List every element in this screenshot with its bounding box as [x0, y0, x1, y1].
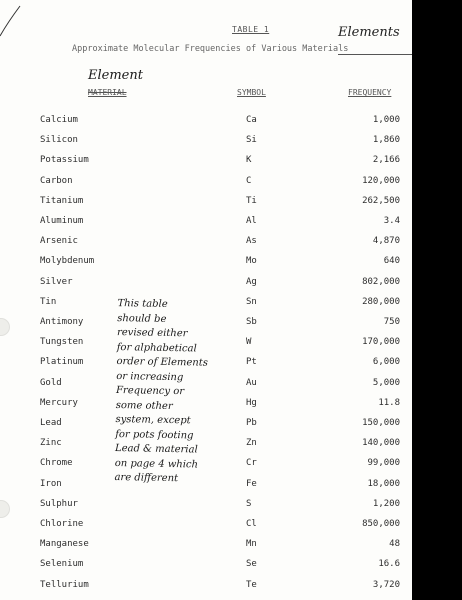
- table-row: [0, 115, 412, 135]
- symbol-cell: Fe: [246, 478, 257, 489]
- material-cell: Carbon: [40, 175, 73, 186]
- symbol-cell: W: [246, 337, 252, 348]
- frequency-cell: 18,000: [367, 478, 400, 489]
- symbol-cell: Al: [246, 216, 257, 226]
- material-cell: Silver: [40, 276, 73, 287]
- symbol-cell: Sn: [246, 296, 257, 307]
- frequency-cell: 48: [389, 539, 400, 550]
- material-cell: Antimony: [40, 317, 84, 327]
- material-cell: Mercury: [40, 397, 78, 408]
- note-line: for pots footing: [115, 428, 194, 441]
- material-cell: Gold: [40, 377, 62, 388]
- material-cell: Platinum: [40, 357, 84, 368]
- symbol-cell: Pb: [246, 418, 257, 428]
- frequency-cell: 2,166: [372, 155, 400, 166]
- note-line: are different: [114, 472, 179, 485]
- frequency-cell: 16.6: [378, 559, 400, 570]
- frequency-cell: 170,000: [362, 337, 400, 348]
- note-line: or increasing: [116, 370, 184, 383]
- table-row: [0, 155, 412, 175]
- frequency-cell: 99,000: [367, 458, 400, 469]
- material-cell: Chlorine: [40, 519, 84, 529]
- frequency-cell: 3,720: [372, 579, 400, 590]
- material-cell: Aluminum: [40, 216, 84, 226]
- table-subtitle: Approximate Molecular Frequencies of Various Materials: [72, 44, 349, 54]
- note-line: Lead & material: [114, 443, 198, 456]
- column-header-frequency: FREQUENCY: [348, 88, 392, 97]
- material-cell: Tungsten: [40, 337, 84, 348]
- handwritten-elements-annotation: Elements: [338, 25, 400, 40]
- frequency-cell: 640: [383, 256, 400, 267]
- note-line: on page 4 which: [114, 457, 199, 470]
- material-cell: Iron: [40, 478, 62, 489]
- material-cell: Sulphur: [40, 498, 78, 509]
- symbol-cell: Zn: [246, 438, 257, 449]
- frequency-cell: 120,000: [362, 175, 400, 186]
- frequency-cell: 4,870: [372, 236, 400, 247]
- material-cell: Molybdenum: [40, 256, 95, 267]
- note-line: some other: [115, 399, 173, 412]
- column-header-material: MATERIAL: [88, 88, 127, 97]
- symbol-cell: Si: [246, 135, 257, 146]
- symbol-cell: C: [246, 175, 252, 186]
- frequency-cell: 750: [383, 317, 400, 327]
- frequency-cell: 11.8: [378, 397, 400, 408]
- frequency-cell: 280,000: [362, 296, 400, 307]
- table-row: [0, 559, 412, 579]
- frequency-cell: 1,860: [372, 135, 400, 146]
- symbol-cell: Mn: [246, 539, 257, 550]
- table-row: [0, 135, 412, 155]
- table-row: [0, 236, 412, 256]
- frequency-cell: 850,000: [362, 519, 400, 529]
- material-cell: Silicon: [40, 135, 78, 146]
- symbol-cell: Au: [246, 377, 257, 388]
- table-row: [0, 196, 412, 216]
- material-cell: Manganese: [40, 539, 89, 550]
- table-row: [0, 216, 412, 236]
- note-line: Frequency or: [115, 385, 185, 398]
- note-line: order of Elements: [116, 356, 209, 369]
- symbol-cell: Ag: [246, 276, 257, 287]
- frequency-cell: 262,500: [362, 195, 400, 206]
- symbol-cell: Mo: [246, 256, 257, 267]
- note-line: revised either: [116, 327, 188, 340]
- symbol-cell: Ti: [246, 195, 257, 206]
- symbol-cell: Sb: [246, 317, 257, 327]
- handwritten-element-header: Element: [88, 68, 143, 83]
- material-cell: Potassium: [40, 155, 89, 166]
- symbol-cell: Hg: [246, 397, 257, 408]
- material-cell: Selenium: [40, 559, 84, 570]
- material-cell: Chrome: [40, 458, 73, 469]
- table-row: [0, 539, 412, 559]
- frequency-cell: 140,000: [362, 438, 400, 449]
- scan-edge: [412, 0, 462, 600]
- symbol-cell: Se: [246, 559, 257, 570]
- frequency-cell: 1,200: [372, 498, 400, 509]
- frequency-cell: 6,000: [372, 357, 400, 368]
- table-row: [0, 176, 412, 196]
- material-cell: Lead: [40, 418, 62, 428]
- material-cell: Tin: [40, 296, 57, 307]
- frequency-cell: 150,000: [362, 418, 400, 428]
- material-cell: Titanium: [40, 195, 84, 206]
- symbol-cell: As: [246, 236, 257, 247]
- symbol-cell: Cr: [246, 458, 257, 469]
- strikethrough-line: [338, 54, 412, 55]
- table-row: [0, 519, 412, 539]
- symbol-cell: K: [246, 155, 252, 166]
- note-line: should be: [117, 312, 167, 325]
- material-cell: Calcium: [40, 115, 78, 125]
- material-cell: Zinc: [40, 438, 62, 449]
- symbol-cell: Cl: [246, 519, 257, 529]
- note-line: system, except: [115, 414, 191, 427]
- note-line: for alphabetical: [116, 341, 197, 354]
- table-row: [0, 499, 412, 519]
- frequency-cell: 3.4: [383, 216, 400, 226]
- note-line: This table: [117, 298, 168, 310]
- table-row: [0, 277, 412, 297]
- table-title: TABLE 1: [232, 25, 270, 34]
- frequency-cell: 5,000: [372, 377, 400, 388]
- symbol-cell: Te: [246, 579, 257, 590]
- symbol-cell: S: [246, 498, 252, 509]
- material-cell: Arsenic: [40, 236, 78, 247]
- handwritten-note: [114, 297, 225, 487]
- frequency-cell: 802,000: [362, 276, 400, 287]
- table-row: [0, 256, 412, 276]
- material-cell: Tellurium: [40, 579, 89, 590]
- symbol-cell: Pt: [246, 357, 257, 368]
- symbol-cell: Ca: [246, 115, 257, 125]
- table-row: [0, 580, 412, 600]
- column-header-symbol: SYMBOL: [237, 88, 266, 97]
- frequency-cell: 1,000: [372, 115, 400, 125]
- corner-pen-mark: [0, 0, 30, 40]
